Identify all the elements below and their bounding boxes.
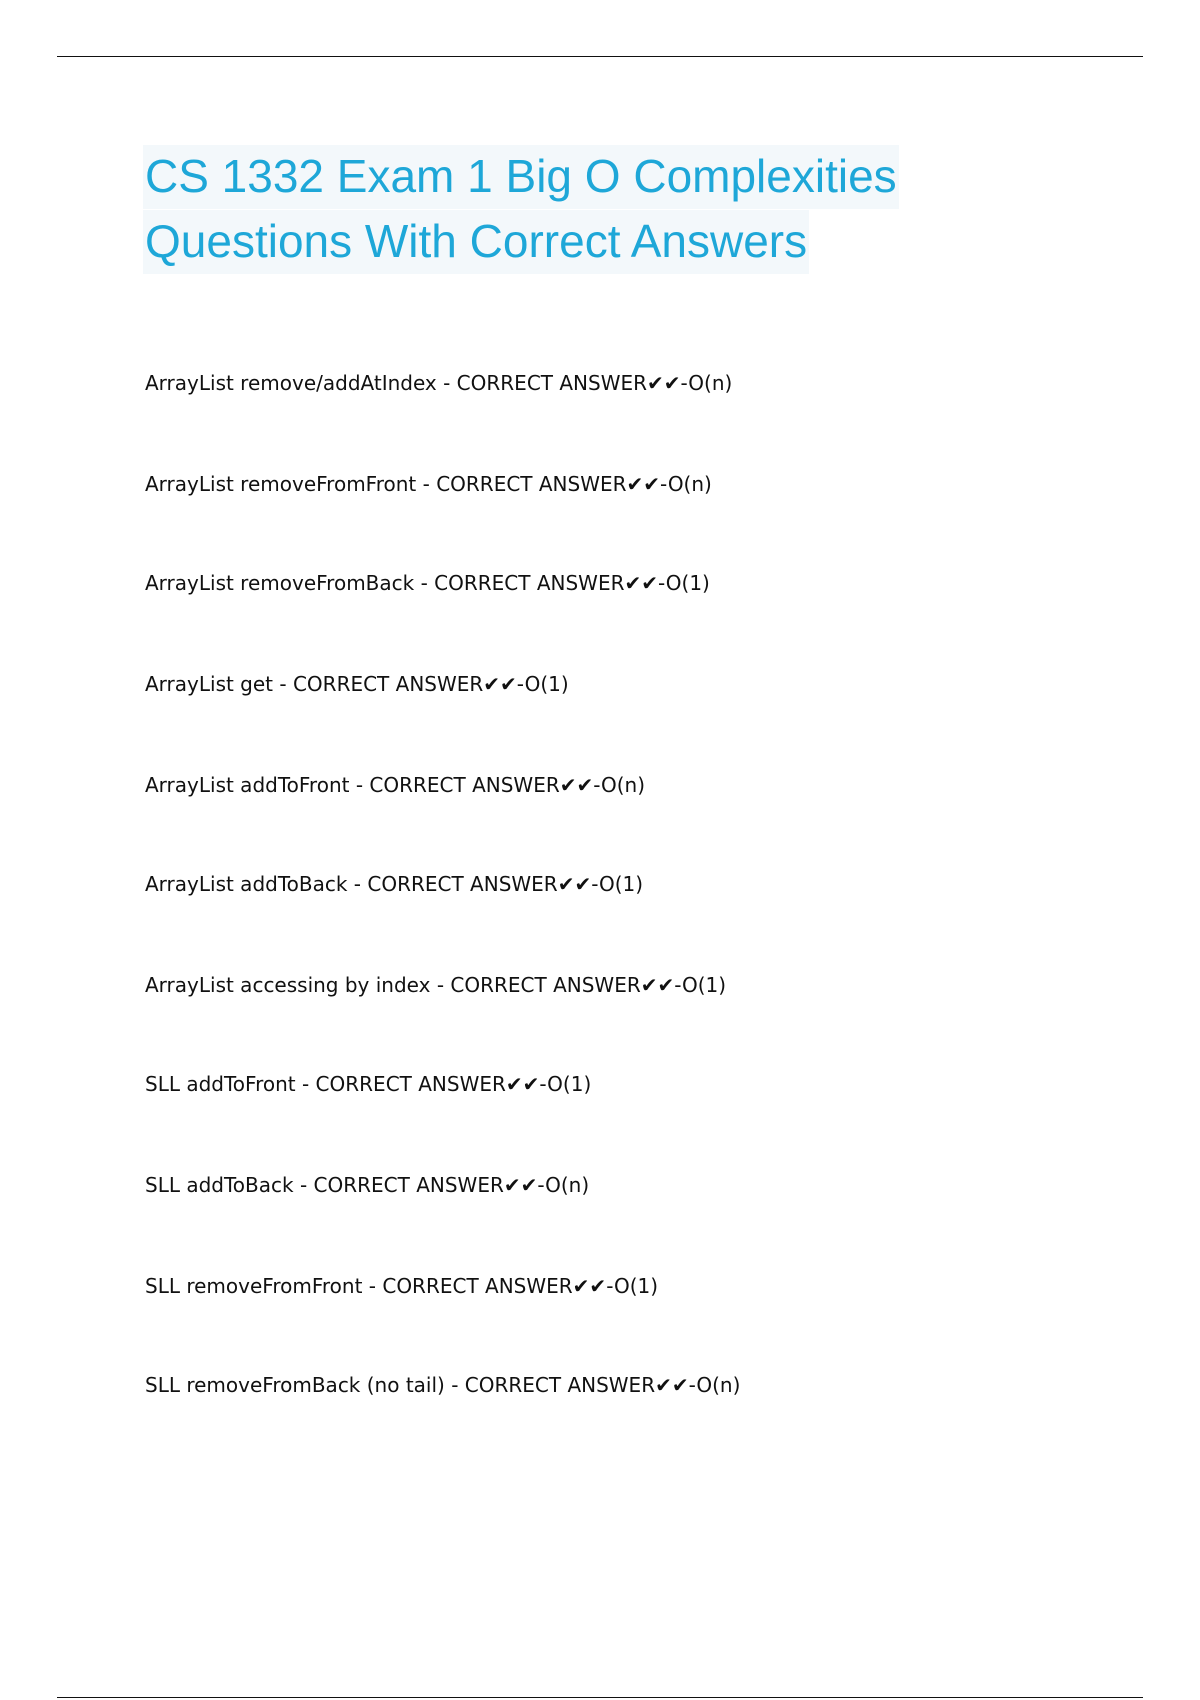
qa-item: SLL removeFromFront - CORRECT ANSWER✔✔-O(1) [145,1274,659,1298]
qa-item: SLL addToBack - CORRECT ANSWER✔✔-O(n) [145,1173,590,1197]
qa-item: SLL addToFront - CORRECT ANSWER✔✔-O(1) [145,1072,592,1096]
qa-item: ArrayList addToFront - CORRECT ANSWER✔✔-O(n) [145,773,646,797]
qa-item: ArrayList get - CORRECT ANSWER✔✔-O(1) [145,672,569,696]
title-line-2: Questions With Correct Answers [143,210,809,274]
qa-item: ArrayList removeFromFront - CORRECT ANSWER✔✔-O(n) [145,472,712,496]
qa-item: ArrayList addToBack - CORRECT ANSWER✔✔-O(1) [145,872,644,896]
title-line-1: CS 1332 Exam 1 Big O Complexities [143,145,899,209]
qa-item: ArrayList remove/addAtIndex - CORRECT ANSWER✔✔-O(n) [145,371,733,395]
page-title [145,145,1045,275]
top-divider [57,56,1143,57]
qa-item: ArrayList accessing by index - CORRECT ANSWER✔✔-O(1) [145,973,727,997]
qa-item: ArrayList removeFromBack - CORRECT ANSWER✔✔-O(1) [145,571,710,595]
bottom-divider [57,1697,1143,1698]
qa-item: SLL removeFromBack (no tail) - CORRECT ANSWER✔✔-O(n) [145,1373,741,1397]
